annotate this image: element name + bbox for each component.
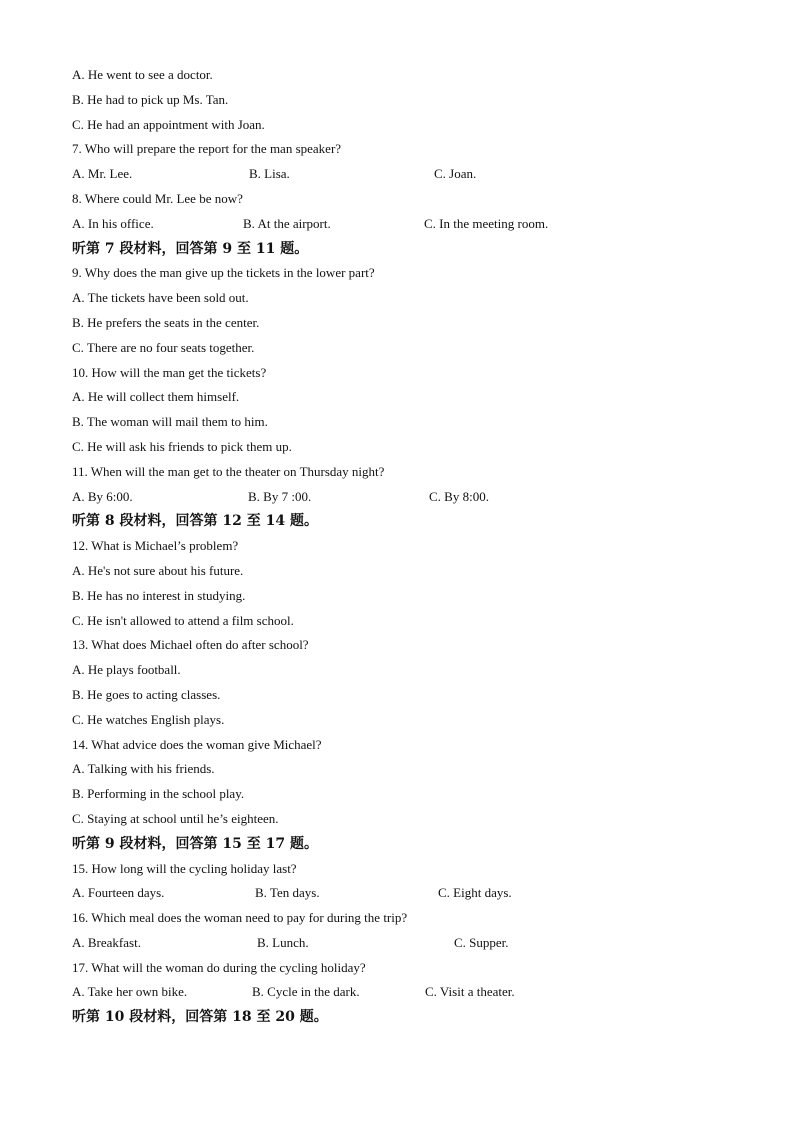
question-line: C. He had an appointment with Joan.: [72, 116, 265, 132]
question-line: C. There are no four seats together.: [72, 339, 255, 355]
answer-option: B. Ten days.: [255, 885, 320, 901]
question-line: 14. What advice does the woman give Michael?: [72, 736, 322, 752]
question-line: B. He goes to acting classes.: [72, 686, 221, 702]
answer-options-row: [72, 212, 722, 237]
question-line: 12. What is Michael’s problem?: [72, 538, 239, 554]
section-heading: 听第 9 段材料，回答第 15 至 17 题。: [72, 835, 318, 852]
answer-option: B. Lisa.: [249, 166, 290, 182]
question-line: A. He's not sure about his future.: [72, 562, 244, 578]
answer-options-row: [72, 931, 722, 956]
answer-option: B. By 7 :00.: [248, 488, 312, 504]
question-line: C. He isn't allowed to attend a film school.: [72, 612, 294, 628]
answer-option: A. Breakfast.: [72, 934, 141, 950]
answer-options-row: [72, 980, 722, 1005]
question-line: B. He had to pick up Ms. Tan.: [72, 91, 229, 107]
question-line: B. He has no interest in studying.: [72, 587, 246, 603]
answer-options-row: [72, 485, 722, 510]
question-line: 9. Why does the man give up the tickets in the lower part?: [72, 265, 375, 281]
answer-option: C. In the meeting room.: [424, 215, 549, 231]
question-line: 15. How long will the cycling holiday last?: [72, 860, 297, 876]
answer-option: A. Mr. Lee.: [72, 166, 133, 182]
section-heading: 听第 7 段材料，回答第 9 至 11 题。: [72, 240, 309, 257]
answer-option: C. Visit a theater.: [425, 984, 515, 1000]
question-line: C. He will ask his friends to pick them up.: [72, 438, 292, 454]
question-line: B. Performing in the school play.: [72, 786, 245, 802]
question-line: 11. When will the man get to the theater on Thursday night?: [72, 463, 385, 479]
question-line: C. Staying at school until he’s eighteen.: [72, 810, 279, 826]
answer-options-row: [72, 881, 722, 906]
question-line: 10. How will the man get the tickets?: [72, 364, 267, 380]
question-line: A. He plays football.: [72, 662, 181, 678]
section-heading: 听第 10 段材料，回答第 18 至 20 题。: [72, 1009, 328, 1026]
answer-option: A. Take her own bike.: [72, 984, 188, 1000]
answer-option: B. At the airport.: [243, 215, 331, 231]
answer-option: B. Lunch.: [257, 934, 309, 950]
answer-option: A. In his office.: [72, 215, 154, 231]
question-line: B. He prefers the seats in the center.: [72, 314, 260, 330]
answer-options-row: [72, 162, 722, 187]
answer-option: A. Fourteen days.: [72, 885, 165, 901]
question-line: A. The tickets have been sold out.: [72, 290, 249, 306]
question-line: A. Talking with his friends.: [72, 761, 215, 777]
question-line: A. He will collect them himself.: [72, 389, 240, 405]
question-line: 13. What does Michael often do after school?: [72, 637, 309, 653]
answer-option: C. Supper.: [454, 934, 509, 950]
question-line: C. He watches English plays.: [72, 711, 225, 727]
question-line: 7. Who will prepare the report for the man speaker?: [72, 141, 342, 157]
question-line: 16. Which meal does the woman need to pay for during the trip?: [72, 910, 408, 926]
question-line: 17. What will the woman do during the cycling holiday?: [72, 959, 366, 975]
question-line: B. The woman will mail them to him.: [72, 414, 268, 430]
answer-option: A. By 6:00.: [72, 488, 133, 504]
question-line: A. He went to see a doctor.: [72, 67, 213, 82]
answer-option: C. Eight days.: [438, 885, 512, 901]
answer-option: C. By 8:00.: [429, 488, 489, 504]
section-heading: 听第 8 段材料，回答第 12 至 14 题。: [72, 513, 318, 530]
exam-content: [72, 63, 722, 1030]
answer-option: B. Cycle in the dark.: [252, 984, 360, 1000]
answer-option: C. Joan.: [434, 166, 477, 182]
question-line: 8. Where could Mr. Lee be now?: [72, 190, 243, 206]
